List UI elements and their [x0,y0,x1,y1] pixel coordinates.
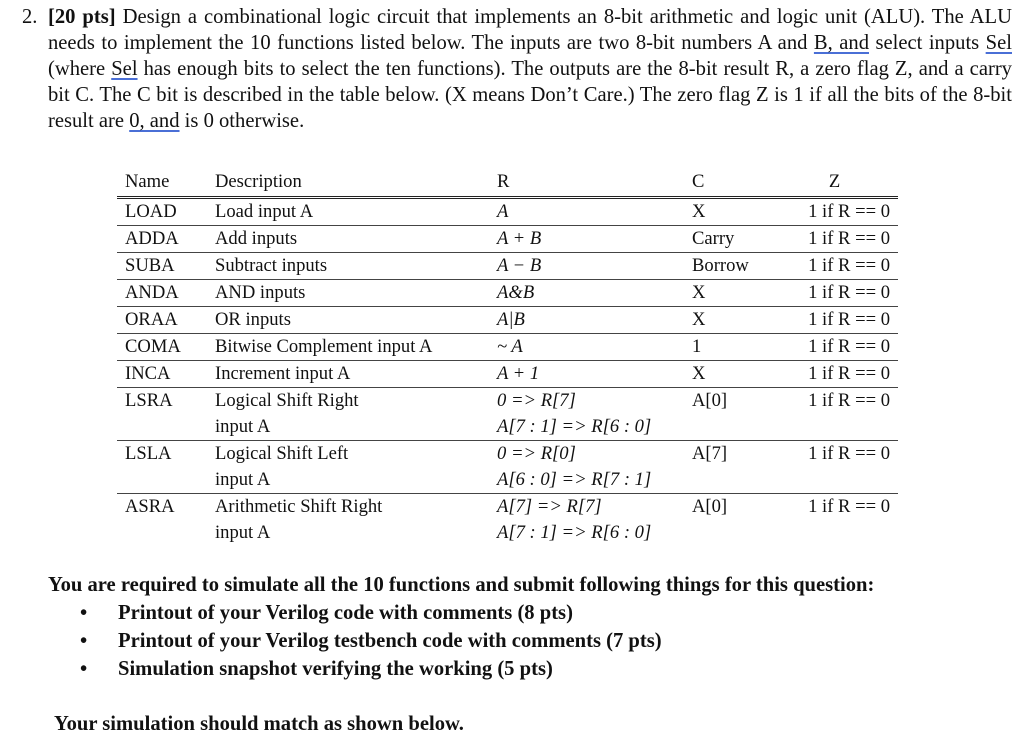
cell-z: 1 if R == 0 [771,226,898,253]
result-line: A[6 : 0] => R[7 : 1] [497,469,652,490]
description-line: OR inputs [215,309,291,330]
cell-z: 1 if R == 0 [771,280,898,307]
bullet-icon: • [80,602,88,624]
cell-z: 1 if R == 0 [771,198,898,226]
list-item-text: Simulation snapshot verifying the working (5 pts) [118,658,553,680]
cell-z: 1 if R == 0 [771,307,898,334]
table-row [117,494,898,547]
description-line: Arithmetic Shift Right [215,496,383,517]
description-line: input A [215,416,271,437]
cell-r [489,226,684,253]
cell-c: X [684,198,771,226]
description-line: Logical Shift Right [215,390,359,411]
cell-description [207,388,489,441]
table-row [117,198,898,226]
cell-z: 1 if R == 0 [771,441,898,494]
result-line: A [497,201,509,222]
question-points: [20 pts] [48,6,116,28]
table-row [117,361,898,388]
result-line: 0 => R[7] [497,390,576,411]
bullet-icon: • [80,630,88,652]
intro-part-2: select inputs [869,32,986,54]
closing-note: Your simulation should match as shown below. [54,713,464,735]
cell-r [489,334,684,361]
requirements-list [80,599,662,683]
list-item [80,599,662,627]
cell-r [489,198,684,226]
cell-z: 1 if R == 0 [771,388,898,441]
intro-part-5: is 0 otherwise. [179,110,305,132]
cell-c: Borrow [684,253,771,280]
cell-r [489,280,684,307]
description-line: Load input A [215,201,314,222]
description-line: Add inputs [215,228,298,249]
table-row [117,226,898,253]
header-name: Name [117,169,207,198]
list-item-text: Printout of your Verilog testbench code with comments (7 pts) [118,630,662,652]
cell-name: COMA [117,334,207,361]
cell-c: A[0] [692,496,728,517]
cell-z: 1 if R == 0 [771,334,898,361]
result-line: A[7] => R[7] [497,496,602,517]
description-line: AND inputs [215,282,306,303]
header-description: Description [207,169,489,198]
cell-description [207,441,489,494]
result-line: A − B [497,255,542,276]
cell-name: LOAD [117,198,207,226]
underlined-b-and: B, and [813,32,869,54]
underlined-sel-1: Sel [985,32,1012,54]
underlined-zero-and: 0, and [129,110,180,132]
cell-description [207,334,489,361]
alu-function-table [117,169,898,546]
cell-description [207,226,489,253]
underlined-sel-2: Sel [111,58,138,80]
description-line: Increment input A [215,363,351,384]
cell-z: 1 if R == 0 [771,253,898,280]
description-line: Logical Shift Left [215,443,349,464]
header-r: R [489,169,684,198]
intro-part-3: (where [48,58,112,80]
result-line: ~ A [497,336,523,357]
description-line: input A [215,522,271,543]
table-row [117,441,898,494]
cell-name: LSLA [117,441,207,494]
question-text [22,4,1012,134]
result-line: 0 => R[0] [497,443,576,464]
cell-c: A[7] [684,441,771,494]
result-line: A|B [497,309,525,330]
result-line: A&B [497,282,535,303]
result-line: A[7 : 1] => R[6 : 0] [497,416,652,437]
cell-description [207,253,489,280]
cell-description [207,494,489,547]
cell-name: ASRA [125,496,175,517]
cell-c: X [684,307,771,334]
cell-c: Carry [684,226,771,253]
cell-r [489,441,684,494]
cell-z: 1 if R == 0 [808,496,890,517]
intro-part-1: Design a combinational logic circuit that implements an 8-bit arithmetic and logic unit (ALU). The ALU needs to implement the 10 functions listed below. The inputs are two 8-bit numbers A and [48,6,1012,54]
cell-r [489,307,684,334]
table-row [117,388,898,441]
cell-description [207,198,489,226]
cell-name: LSRA [117,388,207,441]
table-row [117,334,898,361]
cell-name: SUBA [117,253,207,280]
list-item [80,655,662,683]
intro-part-4: has enough bits to select the ten functions). The outputs are the 8-bit result R, a zero flag Z, and a carry bit C. The C bit is described in the table below. (X means Don’t Care.) The zero flag Z is 1 if all the bits of the 8-bit result are [48,58,1012,132]
result-line: A + B [497,228,542,249]
header-z: Z [771,169,898,198]
cell-name: ORAA [117,307,207,334]
cell-c: X [684,361,771,388]
table-row [117,307,898,334]
cell-r [489,361,684,388]
description-line: Bitwise Complement input A [215,336,433,357]
table-body [117,198,898,547]
description-line: Subtract inputs [215,255,328,276]
cell-name: ANDA [117,280,207,307]
cell-description [207,280,489,307]
cell-c: 1 [684,334,771,361]
result-line: A[7 : 1] => R[6 : 0] [497,522,652,543]
header-c: C [684,169,771,198]
table-header-row [117,169,898,198]
cell-r [489,388,684,441]
table-row [117,253,898,280]
cell-description [207,307,489,334]
requirements-heading: You are required to simulate all the 10 functions and submit following things for this question: [48,574,875,596]
cell-name: ADDA [117,226,207,253]
cell-c: A[0] [684,388,771,441]
list-item-text: Printout of your Verilog code with comments (8 pts) [118,602,573,624]
cell-description [207,361,489,388]
cell-name: INCA [117,361,207,388]
cell-c: X [684,280,771,307]
table-row [117,280,898,307]
cell-z: 1 if R == 0 [771,361,898,388]
cell-r [489,253,684,280]
result-line: A + 1 [497,363,540,384]
bullet-icon: • [80,658,88,680]
question-number: 2. [22,6,38,28]
list-item [80,627,662,655]
cell-r [489,494,684,547]
description-line: input A [215,469,271,490]
question-body [48,4,1012,134]
